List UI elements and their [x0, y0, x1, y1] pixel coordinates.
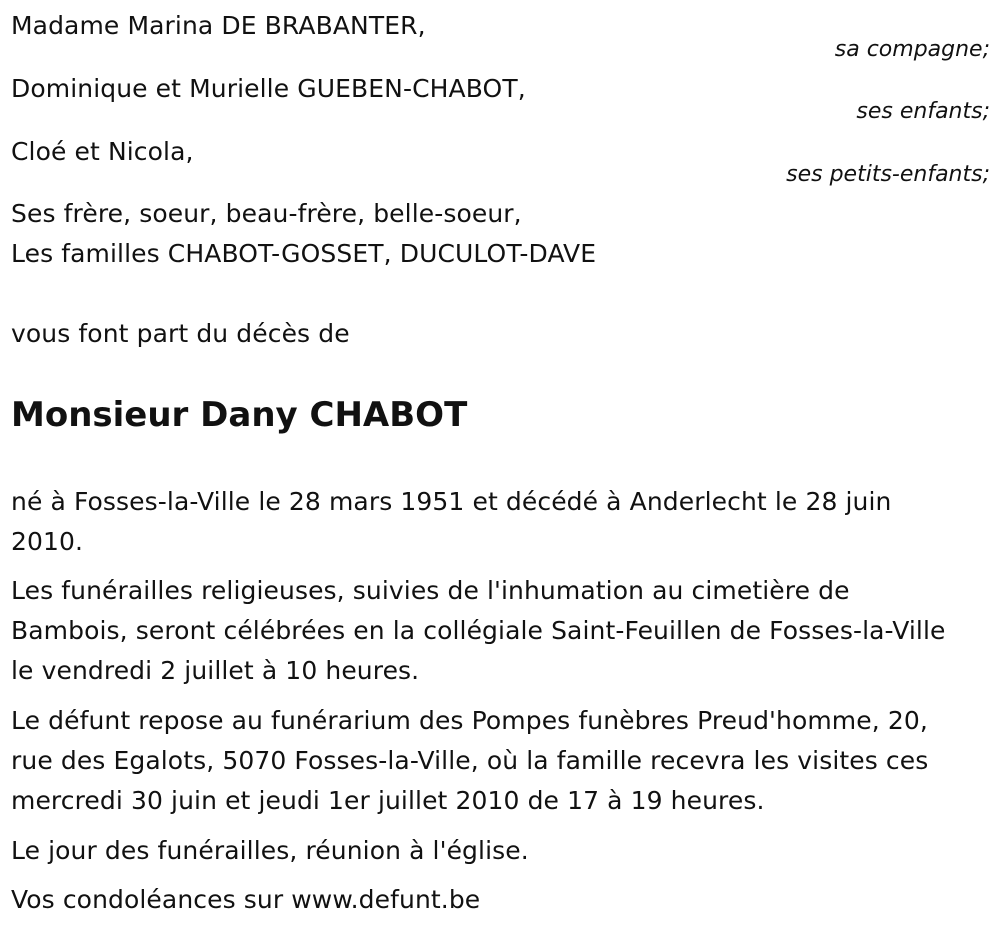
funeral-line: Bambois, seront célébrées en la collégiale Saint-Feuillen de Fosses-la-Ville — [11, 616, 946, 645]
extended-family-line: Les familles CHABOT-GOSSET, DUCULOT-DAVE — [11, 239, 597, 268]
condolences-line: Vos condoléances sur www.defunt.be — [11, 885, 481, 914]
family-relation: ses enfants; — [856, 99, 990, 124]
birth-death-line: né à Fosses-la-Ville le 28 mars 1951 et décédé à Anderlecht le 28 juin — [11, 487, 892, 516]
family-member-name: Madame Marina DE BRABANTER, — [11, 11, 426, 40]
visitation-line: mercredi 30 juin et jeudi 1er juillet 2010 de 17 à 19 heures. — [11, 786, 765, 815]
funeral-line: le vendredi 2 juillet à 10 heures. — [11, 656, 420, 685]
family-member-name: Cloé et Nicola, — [11, 137, 194, 166]
birth-death-line: 2010. — [11, 527, 84, 556]
family-relation: sa compagne; — [834, 37, 990, 62]
funeral-line: Les funérailles religieuses, suivies de l'inhumation au cimetière de — [11, 576, 850, 605]
announcement-intro: vous font part du décès de — [11, 319, 350, 348]
family-member-name: Dominique et Murielle GUEBEN-CHABOT, — [11, 74, 526, 103]
family-relation: ses petits-enfants; — [786, 162, 990, 187]
meeting-line: Le jour des funérailles, réunion à l'église. — [11, 836, 529, 865]
visitation-line: rue des Egalots, 5070 Fosses-la-Ville, où la famille recevra les visites ces — [11, 746, 929, 775]
deceased-name: Monsieur Dany CHABOT — [11, 395, 468, 435]
extended-family-line: Ses frère, soeur, beau-frère, belle-soeur, — [11, 199, 522, 228]
visitation-line: Le défunt repose au funérarium des Pompes funèbres Preud'homme, 20, — [11, 706, 928, 735]
